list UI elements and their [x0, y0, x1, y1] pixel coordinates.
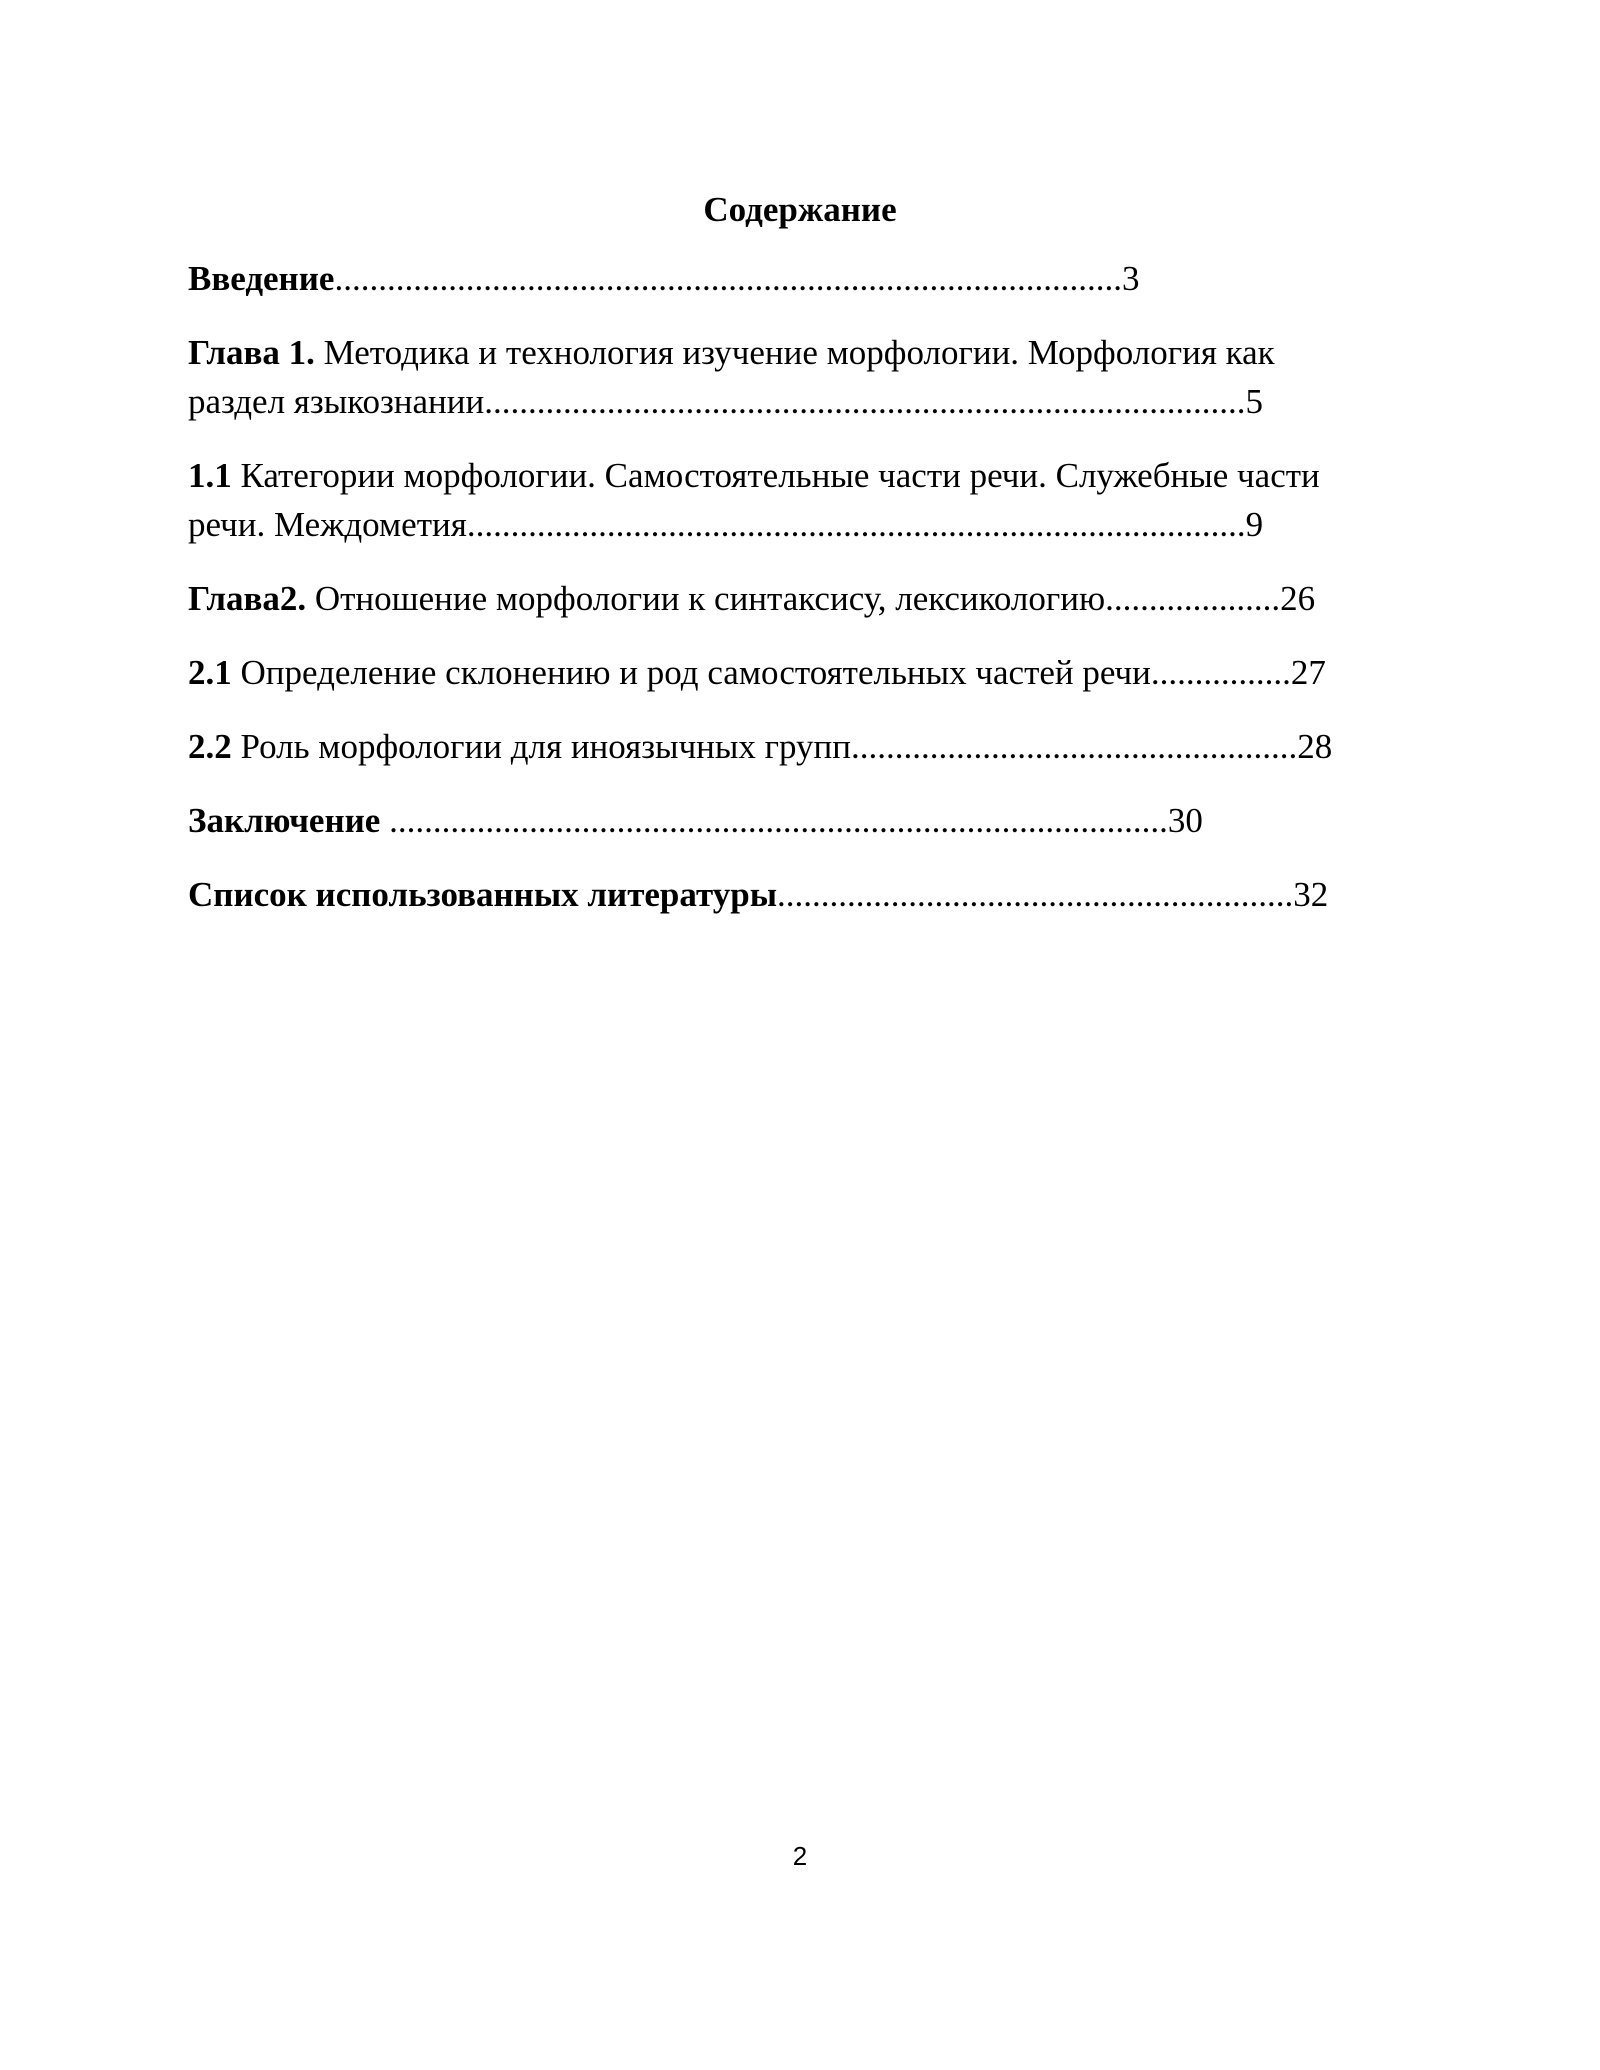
- page-number: 2: [792, 1841, 808, 1871]
- toc-line: [188, 500, 1388, 549]
- toc-dots: .......................................................................................: [484, 382, 1246, 421]
- toc-label: Введение: [188, 259, 335, 298]
- table-of-contents: [188, 254, 1388, 919]
- page-title: Содержание: [703, 190, 897, 229]
- toc-entry-section-2-2: [188, 722, 1388, 771]
- toc-dots: ...........................................................: [777, 875, 1294, 914]
- toc-text: Определение склонению и род самостоятельных частей речи: [231, 653, 1151, 692]
- toc-text: Методика и технология изучение морфологии. Морфология как: [314, 333, 1275, 372]
- toc-page: 5: [1245, 382, 1263, 421]
- toc-page: 28: [1297, 727, 1333, 766]
- toc-dots: ................: [1150, 653, 1291, 692]
- toc-line: [188, 328, 1388, 377]
- toc-line: [188, 870, 1388, 919]
- toc-line: [188, 377, 1388, 426]
- toc-entry-conclusion: [188, 796, 1388, 845]
- toc-text: Отношение морфологии к синтаксису, лексикологию: [306, 579, 1106, 618]
- toc-line: [188, 796, 1388, 845]
- toc-text: [380, 801, 389, 840]
- toc-text-continued: речи. Междометия: [188, 505, 467, 544]
- toc-page: 32: [1293, 875, 1329, 914]
- toc-label: Список использованных литературы: [188, 875, 778, 914]
- toc-label: Заключение: [188, 801, 381, 840]
- toc-entry-chapter-2: [188, 574, 1388, 623]
- toc-entry-chapter-1: [188, 328, 1388, 426]
- toc-page: 30: [1167, 801, 1203, 840]
- toc-line: [188, 574, 1388, 623]
- toc-entry-introduction: [188, 254, 1388, 303]
- toc-label: 2.2: [188, 727, 232, 766]
- toc-entry-references: [188, 870, 1388, 919]
- toc-dots: ....................: [1105, 579, 1281, 618]
- toc-line: [188, 254, 1388, 303]
- toc-page: 27: [1290, 653, 1326, 692]
- toc-page: 9: [1245, 505, 1264, 544]
- toc-entry-section-2-1: [188, 648, 1388, 697]
- toc-dots: ...................................................: [851, 727, 1298, 766]
- toc-dots: ..........................................................................................: [334, 259, 1122, 298]
- toc-label: 2.1: [188, 653, 232, 692]
- toc-dots: .........................................................................................: [389, 801, 1168, 840]
- toc-label: Глава 1.: [188, 333, 315, 372]
- toc-line: [188, 451, 1388, 500]
- toc-line: [188, 648, 1388, 697]
- toc-dots: .........................................................................................: [466, 505, 1246, 544]
- toc-page: 3: [1121, 259, 1140, 298]
- toc-entry-section-1-1: [188, 451, 1388, 549]
- toc-page: 26: [1280, 579, 1316, 618]
- toc-text: Роль морфологии для иноязычных групп: [231, 727, 852, 766]
- toc-label: Глава2.: [188, 579, 307, 618]
- toc-label: 1.1: [188, 456, 232, 495]
- toc-text: Категории морфологии. Самостоятельные части речи. Служебные части: [231, 456, 1320, 495]
- toc-text-continued: раздел языкознании: [188, 382, 485, 421]
- toc-line: [188, 722, 1388, 771]
